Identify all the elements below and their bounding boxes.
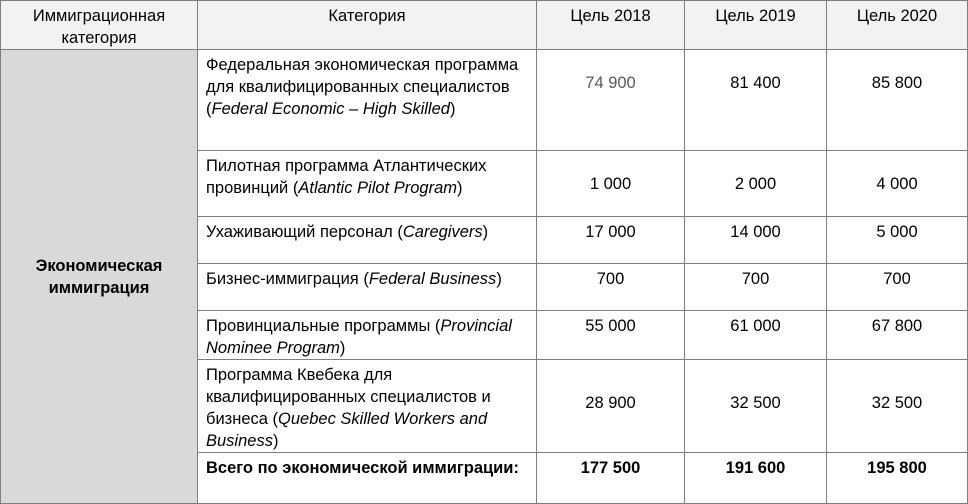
category-name-en: Federal Economic – High Skilled: [211, 100, 450, 118]
category-paren: ): [482, 223, 489, 241]
value-2018: 28 900: [537, 360, 685, 453]
total-label: Всего по экономической иммиграции:: [198, 453, 537, 504]
value-2020: 5 000: [827, 217, 968, 264]
group-economic-immigration: Экономическая иммиграция: [1, 50, 198, 504]
total-2019: 191 600: [685, 453, 827, 504]
value-2020: 67 800: [827, 311, 968, 360]
category-name-en: Provincial Nominee Program: [206, 317, 512, 357]
category-paren: ): [339, 339, 346, 357]
category-cell: [198, 151, 537, 217]
category-paren: ): [496, 270, 502, 288]
value-2019: 61 000: [685, 311, 827, 360]
category-name-ru: Пилотная программа Атлантических провинций (: [206, 157, 487, 197]
value-2020: 85 800: [827, 50, 968, 151]
value-2019: 81 400: [685, 50, 827, 151]
header-category: Категория: [198, 1, 537, 50]
category-cell: [198, 360, 537, 453]
header-immigration-category: Иммиграционная категория: [1, 1, 198, 50]
header-target-2020: Цель 2020: [827, 1, 968, 50]
value-2018: 55 000: [537, 311, 685, 360]
value-2018: 700: [537, 264, 685, 311]
category-cell: [198, 264, 537, 311]
table-row: [1, 50, 968, 151]
value-2018: 17 000: [537, 217, 685, 264]
header-target-2019: Цель 2019: [685, 1, 827, 50]
value-2020: 4 000: [827, 151, 968, 217]
value-2019: 2 000: [685, 151, 827, 217]
value-2020: 32 500: [827, 360, 968, 453]
value-2018: 74 900: [537, 50, 685, 151]
category-name-ru: Федеральная экономическая программа для квалифицированных специалистов (: [206, 56, 519, 118]
category-name-en: Quebec Skilled Workers and Business: [206, 410, 488, 450]
header-row: [1, 1, 968, 50]
category-name-en: Atlantic Pilot Program: [298, 179, 458, 197]
total-2020: 195 800: [827, 453, 968, 504]
category-name-ru: Провинциальные программы (: [206, 317, 441, 335]
value-2019: 32 500: [685, 360, 827, 453]
value-2019: 14 000: [685, 217, 827, 264]
value-2018: 1 000: [537, 151, 685, 217]
category-cell: [198, 217, 537, 264]
value-2019: 700: [685, 264, 827, 311]
header-target-2018: Цель 2018: [537, 1, 685, 50]
category-paren: ): [272, 432, 279, 450]
category-paren: ): [457, 179, 463, 197]
category-cell: [198, 311, 537, 360]
category-name-ru: Бизнес-иммиграция (: [206, 270, 369, 288]
value-2020: 700: [827, 264, 968, 311]
category-name-ru: Ухаживающий персонал (: [206, 223, 403, 241]
category-name-ru: Программа Квебека для квалифицированных специалистов и бизнеса (: [206, 366, 491, 428]
category-paren: ): [449, 100, 456, 118]
category-name-en: Caregivers: [402, 223, 483, 241]
category-cell: [198, 50, 537, 151]
category-name-en: Federal Business: [368, 270, 497, 288]
total-2018: 177 500: [537, 453, 685, 504]
